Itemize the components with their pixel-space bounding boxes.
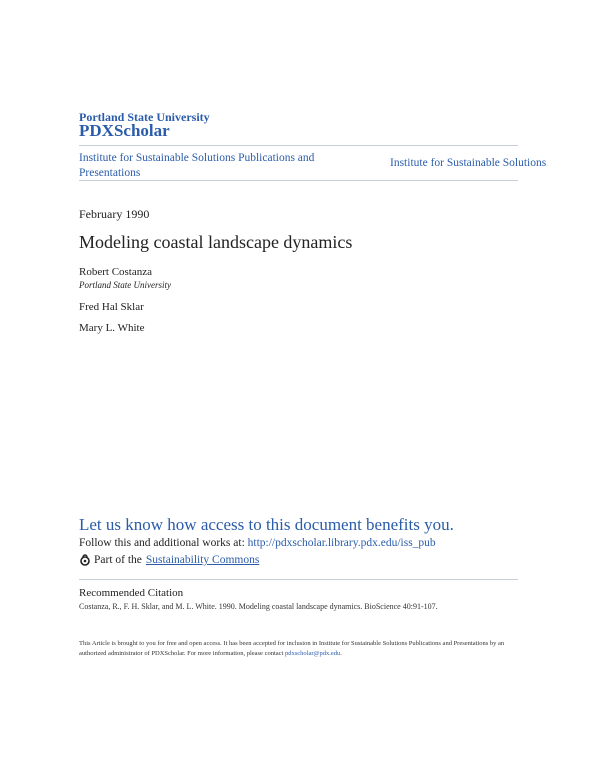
header-divider-top <box>79 145 518 146</box>
university-name: Portland State University <box>79 110 210 124</box>
document-title: Modeling coastal landscape dynamics <box>79 232 353 252</box>
collection-link-publications[interactable]: Institute for Sustainable Solutions Publications and Presentations <box>79 152 315 179</box>
open-access-icon <box>79 554 91 566</box>
author-affiliation: Portland State University <box>79 280 171 290</box>
collection-link-institute[interactable]: Institute for Sustainable Solutions <box>390 157 547 169</box>
follow-line <box>79 537 436 549</box>
publication-date: February 1990 <box>79 207 150 221</box>
feedback-link[interactable]: Let us know how access to this document benefits you. <box>79 515 454 534</box>
citation-divider <box>79 579 518 580</box>
part-of-line <box>79 554 259 566</box>
sustainability-commons-link[interactable]: Sustainability Commons <box>145 554 260 566</box>
part-of-prefix: Part of the <box>94 554 142 566</box>
repository-name[interactable]: PDXScholar <box>79 121 170 140</box>
author-name: Robert Costanza <box>79 266 153 278</box>
contact-email-link[interactable]: pdxscholar@pdx.edu <box>284 650 341 657</box>
footer-notice <box>79 639 519 659</box>
author-name: Fred Hal Sklar <box>79 301 144 313</box>
follow-prefix: Follow this and additional works at: <box>79 537 245 549</box>
collection-url-link[interactable]: http://pdxscholar.library.pdx.edu/iss_pub <box>247 537 436 549</box>
author-name: Mary L. White <box>79 322 145 334</box>
citation-text: Costanza, R., F. H. Sklar, and M. L. White. 1990. Modeling coastal landscape dynamics. BioScience 40:91-107. <box>79 602 438 611</box>
footer-text: This Article is brought to you for free and open access. It has been accepted for inclusion in Institute for Sustainable Solutions Publications and Presentations by an authorized administrator of PDXScholar. For more information, please contact <box>79 640 505 657</box>
citation-heading: Recommended Citation <box>79 587 184 599</box>
footer-end: . <box>340 650 342 657</box>
header-divider-bottom <box>79 180 518 181</box>
